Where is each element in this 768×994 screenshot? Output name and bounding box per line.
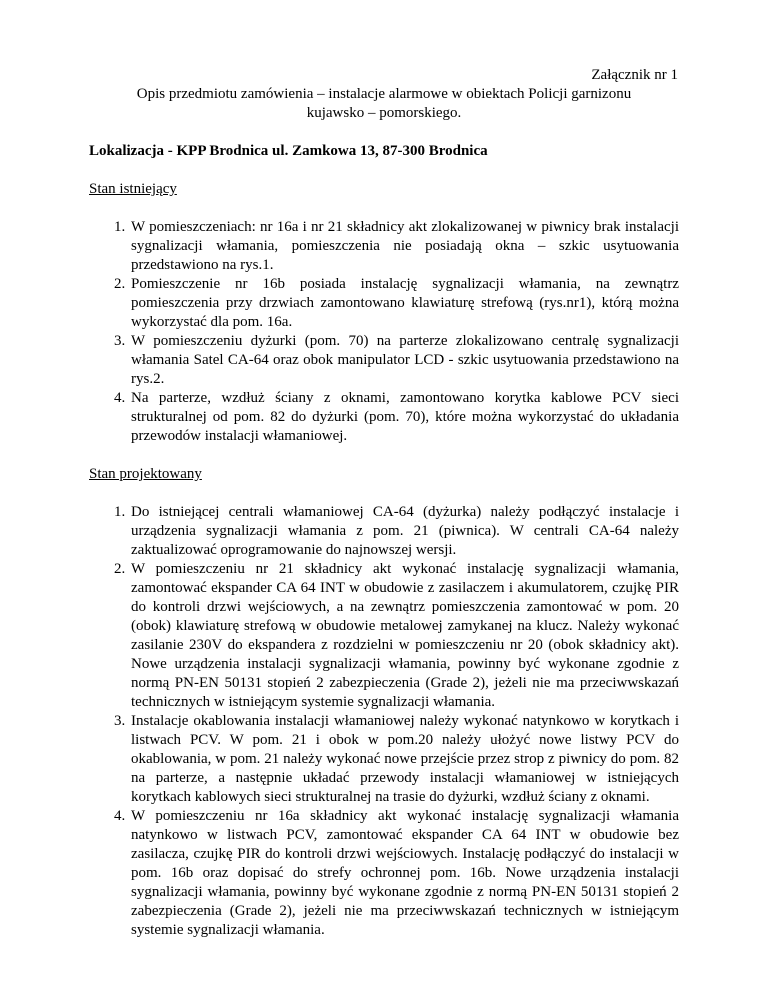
existing-state-list bbox=[89, 218, 679, 446]
existing-item-4: 4. Na parterze, wzdłuż ściany z oknami, zamontowano korytka kablowe PCV sieci strukturalnej od pom. 82 do dyżurki (pom. 70), które można wykorzystać do układania przewodów instalacji włamaniowej. bbox=[129, 389, 679, 446]
location-heading: Lokalizacja - KPP Brodnica ul. Zamkowa 13, 87-300 Brodnica bbox=[89, 143, 488, 159]
document-title-line-2: kujawsko – pomorskiego. bbox=[306, 105, 462, 121]
planned-item-2: 2. W pomieszczeniu nr 21 składnicy akt wykonać instalację sygnalizacji włamania, zamontować ekspander CA 64 INT w obudowie z zasilaczem i akumulatorem, czujkę PIR do kontroli drzwi wejściowych, a na zewnątrz pomieszczenia zamontować w pom. 20 (obok) klawiaturę strefową w obudowie metalowej zamykanej na klucz. Należy wykonać zasilanie 230V do ekspandera z rozdzielni w pomieszczeniu nr 20 (obok składnicy akt). Nowe urządzenia instalacji sygnalizacji włamania, powinny być wykonane zgodnie z normą PN-EN 50131 stopień 2 zabezpieczenia (Grade 2), jeżeli nie ma przeciwwskazań technicznych w istniejącym systemie sygnalizacji włamania. bbox=[129, 560, 679, 712]
annex-label: Załącznik nr 1 bbox=[591, 67, 678, 83]
planned-state-heading: Stan projektowany bbox=[89, 466, 202, 482]
existing-item-1: 1. W pomieszczeniach: nr 16a i nr 21 składnicy akt zlokalizowanej w piwnicy brak instalacji sygnalizacji włamania, pomieszczenia nie posiadają okna – szkic usytuowania przedstawiono na rys.1. bbox=[129, 218, 679, 275]
existing-item-3: 3. W pomieszczeniu dyżurki (pom. 70) na parterze zlokalizowano centralę sygnalizacji włamania Satel CA-64 oraz obok manipulator LCD - szkic usytuowania przedstawiono na rys.2. bbox=[129, 332, 679, 389]
planned-item-4: 4. W pomieszczeniu nr 16a składnicy akt wykonać instalację sygnalizacji włamania natynkowo w listwach PCV, zamontować ekspander CA 64 INT w obudowie bez zasilacza, czujkę PIR do kontroli drzwi wejściowych. Instalację podłączyć do instalacji w pom. 16b oraz dopisać do strefy ochronnej pom. 16b. Nowe urządzenia instalacji sygnalizacji włamania, powinny być wykonane zgodnie z normą PN-EN 50131 stopień 2 zabezpieczenia (Grade 2), jeżeli nie ma przeciwwskazań technicznych w istniejącym systemie sygnalizacji włamania. bbox=[129, 807, 679, 940]
planned-state-list bbox=[89, 503, 679, 940]
planned-item-1: 1. Do istniejącej centrali włamaniowej CA-64 (dyżurka) należy podłączyć instalacje i urządzenia sygnalizacji włamania z pom. 21 (piwnica). W centrali CA-64 należy zaktualizować oprogramowanie do najnowszej wersji. bbox=[129, 503, 679, 560]
existing-item-2: 2. Pomieszczenie nr 16b posiada instalację sygnalizacji włamania, na zewnątrz pomieszczenia przy drzwiach zamontowano klawiaturę strefową (rys.nr1), którą można wykorzystać dla pom. 16a. bbox=[129, 275, 679, 332]
document-title-line-1: Opis przedmiotu zamówienia – instalacje alarmowe w obiektach Policji garnizonu bbox=[136, 86, 632, 102]
planned-item-3: 3. Instalacje okablowania instalacji włamaniowej należy wykonać natynkowo w korytkach i listwach PCV. W pom. 21 i obok w pom.20 należy ułożyć nowe listwy PCV do okablowania, w pom. 21 należy wykonać nowe przejście przez strop z piwnicy do pom. 82 na parterze, a następnie układać przewody instalacji włamaniowej w istniejących korytkach kablowych sieci strukturalnej na trasie do dyżurki, wzdłuż ściany z oknami. bbox=[129, 712, 679, 807]
existing-state-heading: Stan istniejący bbox=[89, 181, 177, 197]
